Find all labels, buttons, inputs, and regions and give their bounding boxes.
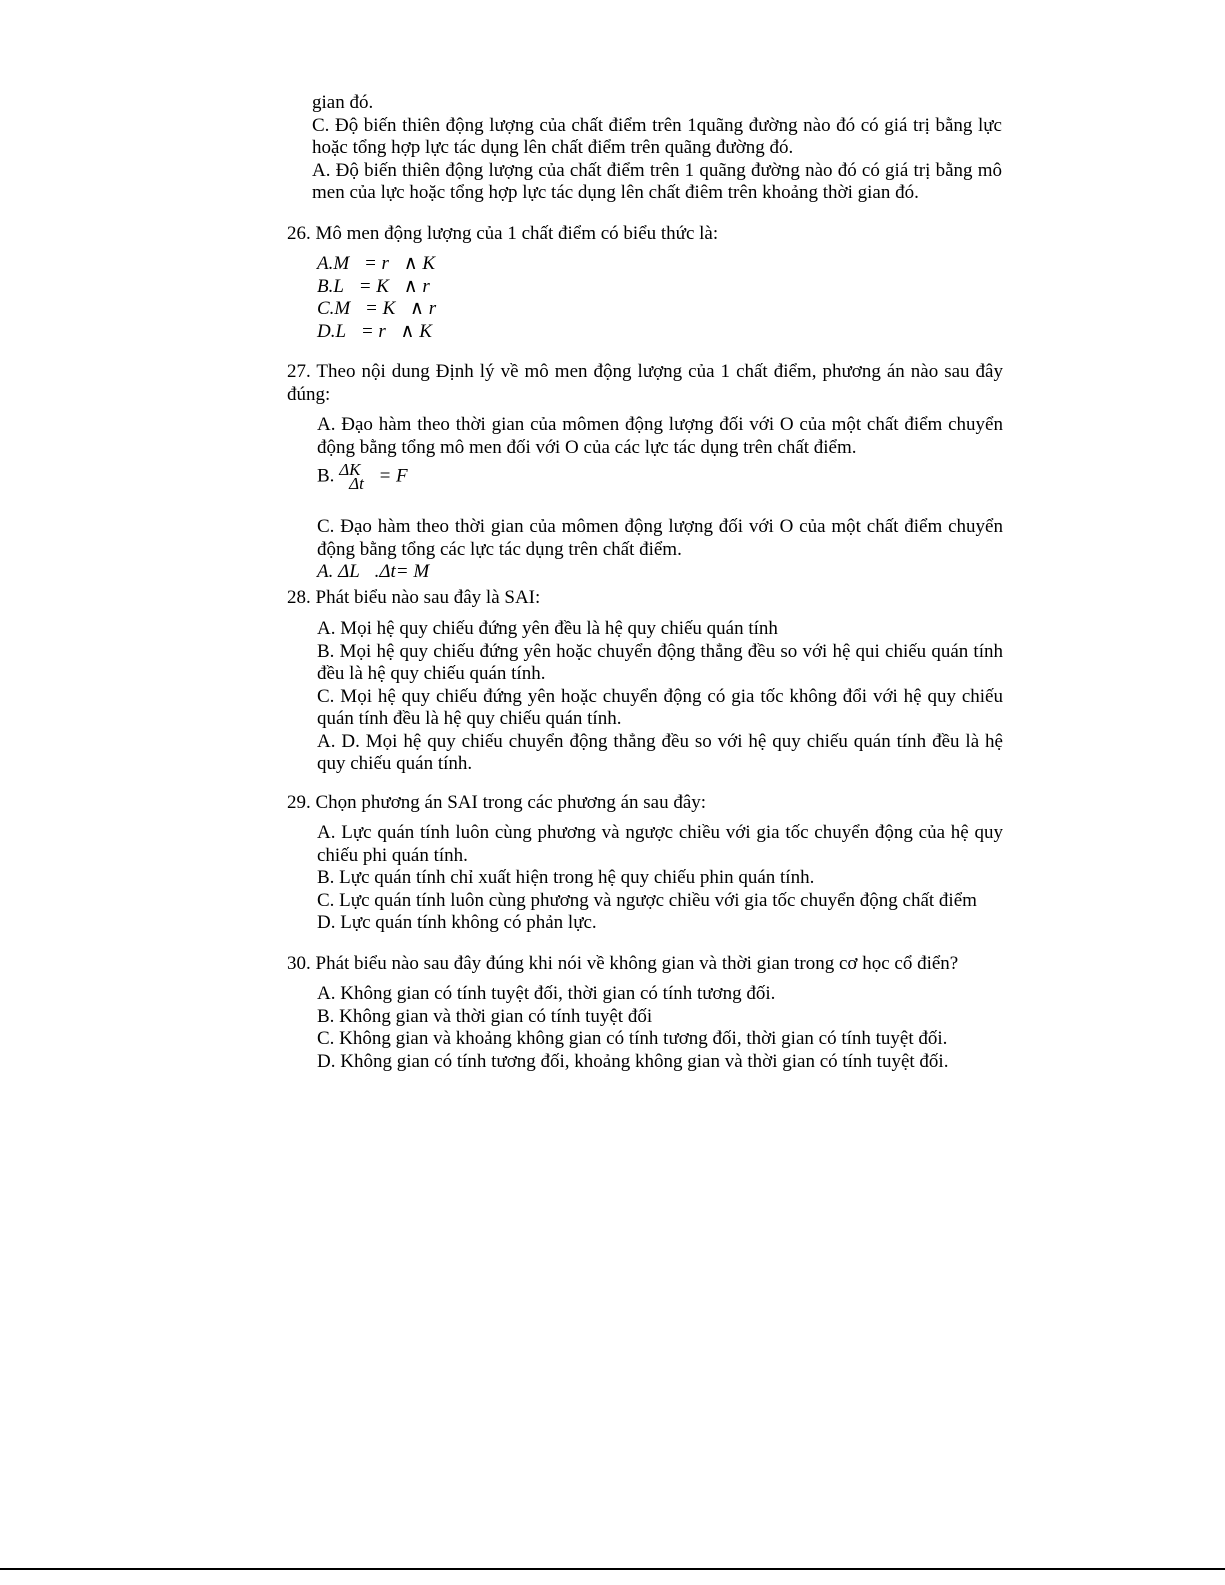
question-29-options xyxy=(317,822,1003,935)
question-28-option-c: C. Mọi hệ quy chiếu đứng yên hoặc chuyển động có gia tốc không đổi với hệ quy chiếu quán tính đều là hệ quy chiếu quán tính. xyxy=(317,685,1003,729)
question-30-option-a: A. Không gian có tính tuyệt đối, thời gian có tính tương đối. xyxy=(317,983,776,1004)
question-28-stem: 28. Phát biểu nào sau đây là SAI: xyxy=(287,587,541,608)
question-29-option-c: C. Lực quán tính luôn cùng phương và ngược chiều với gia tốc chuyển động chất điểm xyxy=(317,889,977,911)
question-30-stem: 30. Phát biểu nào sau đây đúng khi nói về không gian và thời gian trong cơ học cổ điển? xyxy=(287,953,959,974)
question-27-options xyxy=(317,414,1003,584)
question-30-option-c: C. Không gian và khoảng không gian có tính tương đối, thời gian có tính tuyệt đối. xyxy=(317,1028,948,1049)
page-bottom-rule xyxy=(0,1568,1225,1570)
question-27-option-b-numerator: ΔK⃗ xyxy=(339,460,374,479)
question-27-stem: 27. Theo nội dung Định lý về mô men động lượng của 1 chất điểm, phương án nào sau đây đúng: xyxy=(287,361,1003,405)
question-29-option-b: B. Lực quán tính chỉ xuất hiện trong hệ quy chiếu phin quán tính. xyxy=(317,867,815,888)
question-26-option-d: D.L⃗= r⃗∧ K⃗ xyxy=(317,320,447,342)
carry-over-line: gian đó. xyxy=(312,92,374,113)
carry-over-option-c: C. Độ biến thiên động lượng của chất điểm trên 1quãng đường nào đó có giá trị bằng lực hoặc tổng hợp lực tác dụng lên chất điểm trên quãng đường đó. xyxy=(312,114,1002,158)
question-29-option-d: D. Lực quán tính không có phản lực. xyxy=(317,912,597,933)
question-27-option-b-rhs: = F⃗ xyxy=(378,465,423,487)
question-30-options xyxy=(317,983,1003,1073)
question-27-option-b-fraction xyxy=(339,460,374,493)
carry-over-option-a: A. Độ biến thiên động lượng của chất điểm trên 1 quãng đường nào đó có giá trị bằng mô men của lực hoặc tổng hợp lực tác dụng lên chất điêm trên khoảng thời gian đó. xyxy=(312,159,1002,203)
question-28-option-d: A. D. Mọi hệ quy chiếu chuyển động thẳng đều so với hệ quy chiếu quán tính đều là hệ quy chiếu quán tính. xyxy=(317,730,1003,774)
question-28-option-a: A. Mọi hệ quy chiếu đứng yên đều là hệ quy chiếu quán tính xyxy=(317,618,778,639)
question-30-option-d: D. Không gian có tính tương đối, khoảng không gian và thời gian có tính tuyệt đối. xyxy=(317,1050,949,1072)
question-28-option-b: B. Mọi hệ quy chiếu đứng yên hoặc chuyển động thẳng đều so với hệ qui chiếu quán tính đều là hệ quy chiếu quán tính. xyxy=(317,640,1003,684)
question-27-option-a: A. Đạo hàm theo thời gian của mômen động lượng đối với O của một chất điểm chuyển động bằng tổng mô men đối với O của các lực tác dụng trên chất điểm. xyxy=(317,414,1003,458)
question-26-option-a: A.M⃗= r⃗∧ K⃗ xyxy=(317,253,450,274)
question-26-option-b: B.L⃗= K⃗∧ r⃗ xyxy=(317,275,445,297)
question-29-stem: 29. Chọn phương án SAI trong các phương án sau đây: xyxy=(287,792,707,813)
question-27-option-b-label: B. xyxy=(317,465,335,487)
question-26-options xyxy=(317,253,1003,343)
question-26-stem: 26. Mô men động lượng của 1 chất điểm có biểu thức là: xyxy=(287,223,719,244)
question-27-option-b-denominator: Δt xyxy=(349,474,364,493)
question-29-option-a: A. Lực quán tính luôn cùng phương và ngược chiều với gia tốc chuyển động của hệ quy chiếu phi quán tính. xyxy=(317,822,1003,866)
question-30-option-b: B. Không gian và thời gian có tính tuyệt đối xyxy=(317,1005,653,1027)
question-27-option-b xyxy=(317,459,1003,508)
carry-over-block xyxy=(312,92,1002,205)
question-27-option-d: A. ΔL⃗.Δt= M⃗ xyxy=(317,561,444,582)
question-28-options xyxy=(317,618,1003,776)
question-27-option-c: C. Đạo hàm theo thời gian của mômen động lượng đối với O của một chất điểm chuyển động bằng tổng các lực tác dụng trên chất điểm. xyxy=(317,516,1003,560)
question-26-option-c: C.M⃗= K⃗∧ r⃗ xyxy=(317,298,451,319)
